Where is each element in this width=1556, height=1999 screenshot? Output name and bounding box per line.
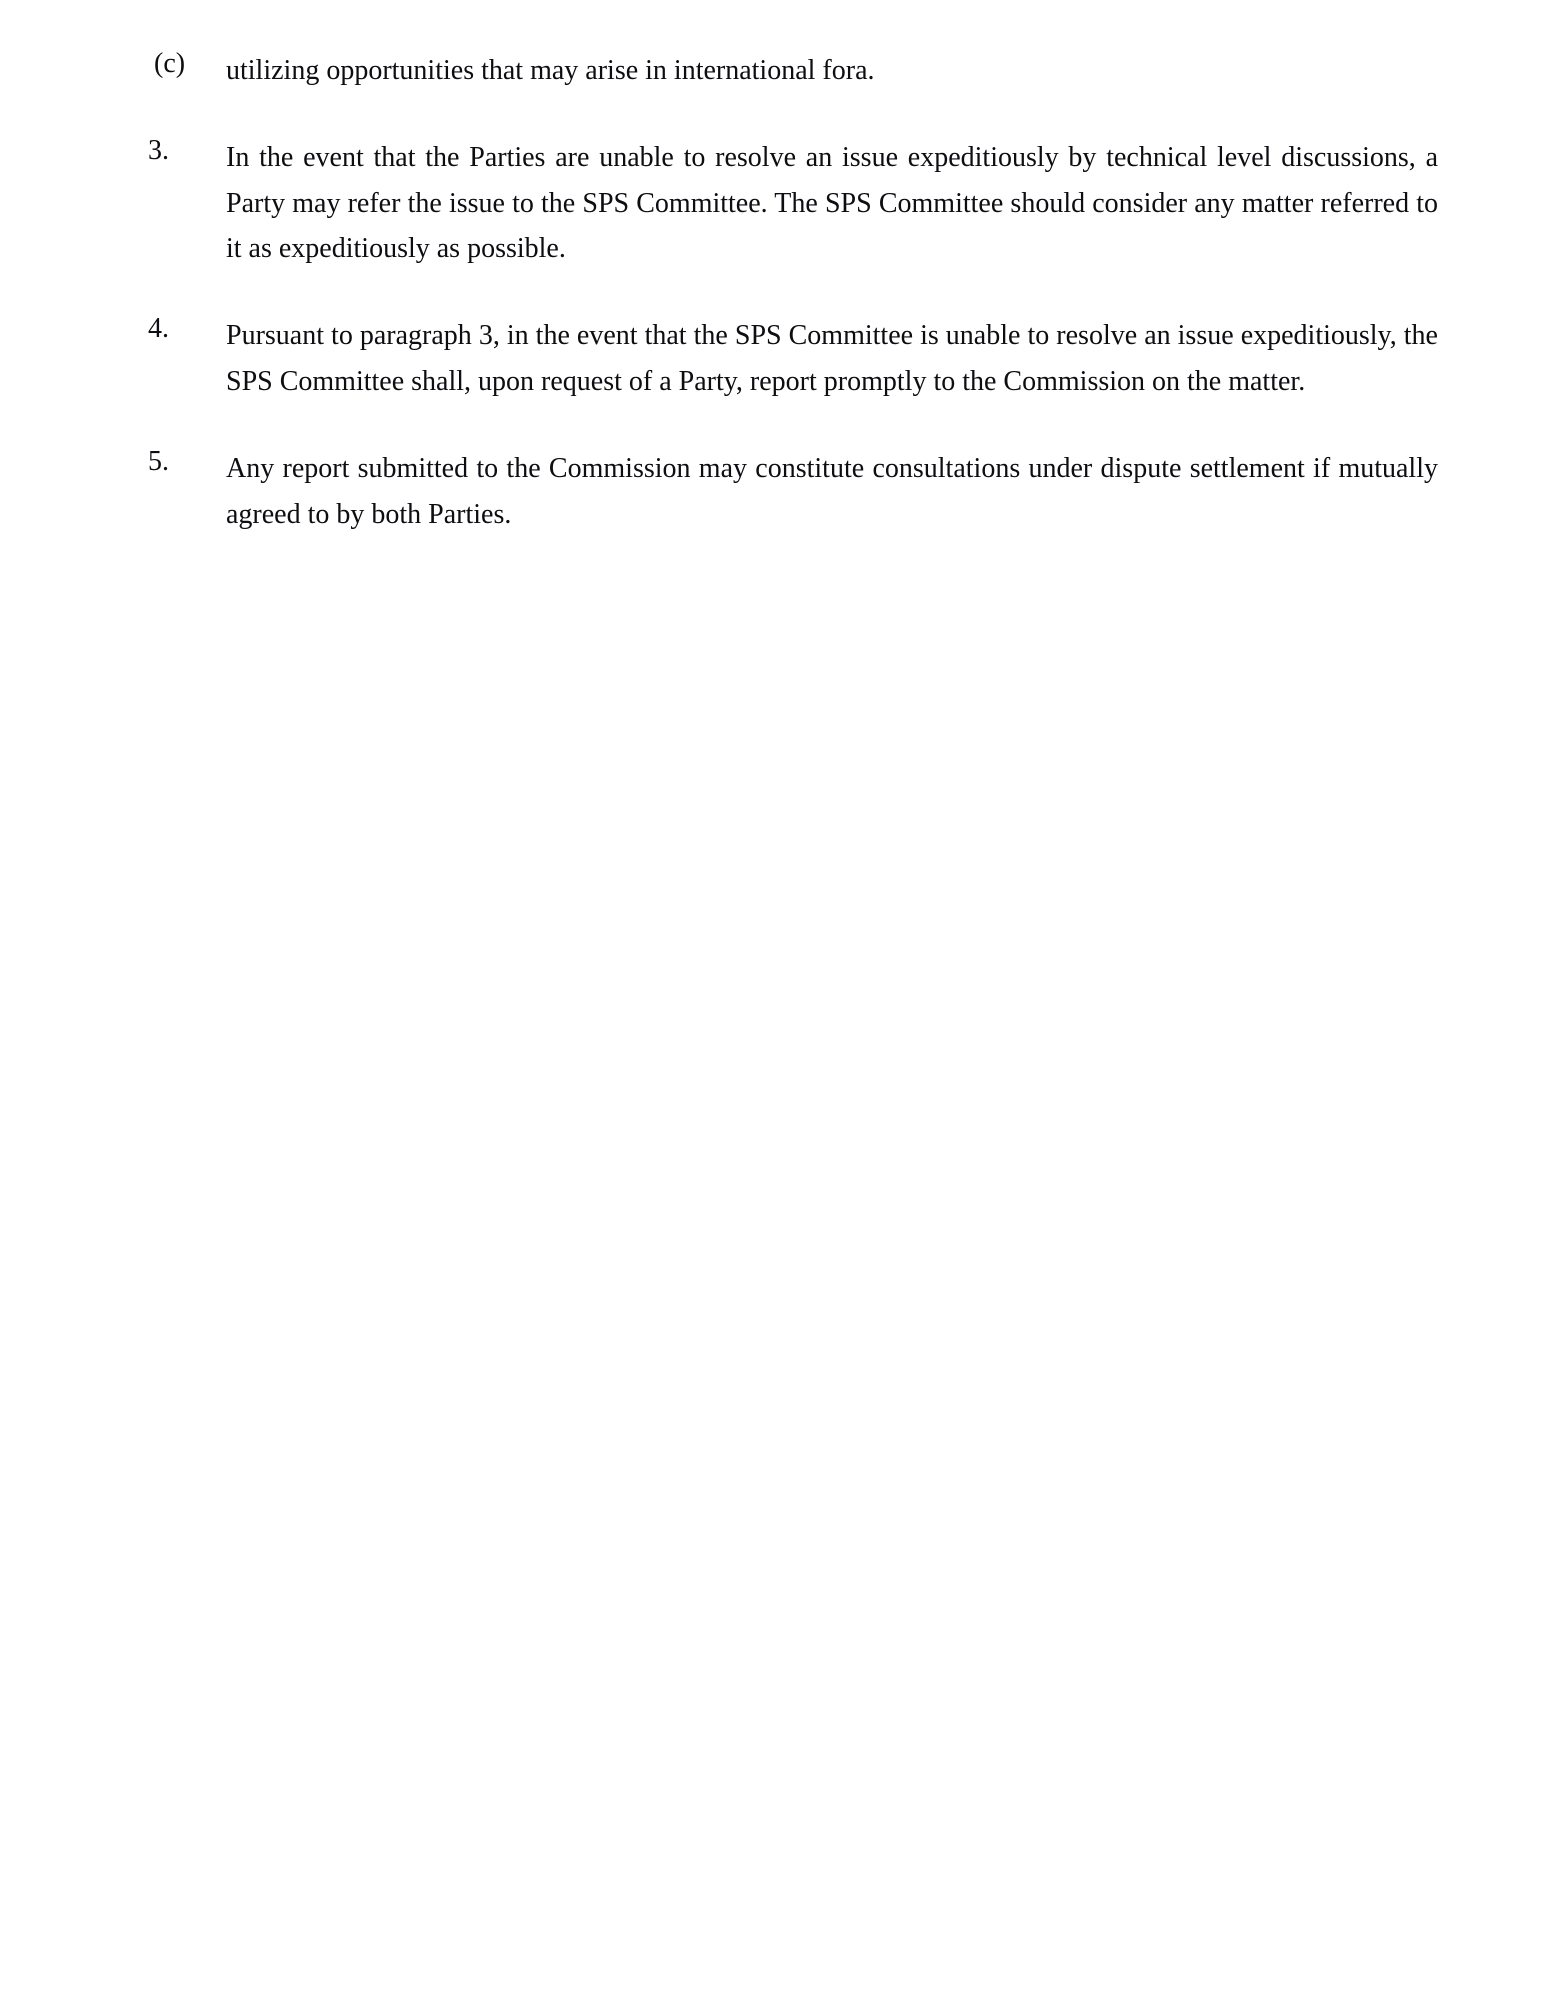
list-item-text: Pursuant to paragraph 3, in the event that the SPS Committee is unable to resolve an issue expeditiously, the SPS Committee shall, upon request of a Party, report promptly to the Commission on the matter. xyxy=(226,320,1438,397)
list-item xyxy=(148,48,1438,93)
list-item-text: utilizing opportunities that may arise in international fora. xyxy=(226,55,875,86)
list-item-marker: (c) xyxy=(154,48,186,79)
list-item xyxy=(148,135,1438,271)
list-item-marker: 3. xyxy=(148,135,169,167)
list-item-text: Any report submitted to the Commission may constitute consultations under dispute settlement if mutually agreed to by both Parties. xyxy=(226,453,1438,530)
list-item-marker: 4. xyxy=(148,313,169,345)
list-item xyxy=(148,313,1438,404)
list-item xyxy=(148,446,1438,537)
list-item-text: In the event that the Parties are unable to resolve an issue expeditiously by technical level discussions, a Party may refer the issue to the SPS Committee. The SPS Committee should consider any matter referred to it as expeditiously as possible. xyxy=(226,142,1438,265)
list-item-marker: 5. xyxy=(148,446,169,478)
